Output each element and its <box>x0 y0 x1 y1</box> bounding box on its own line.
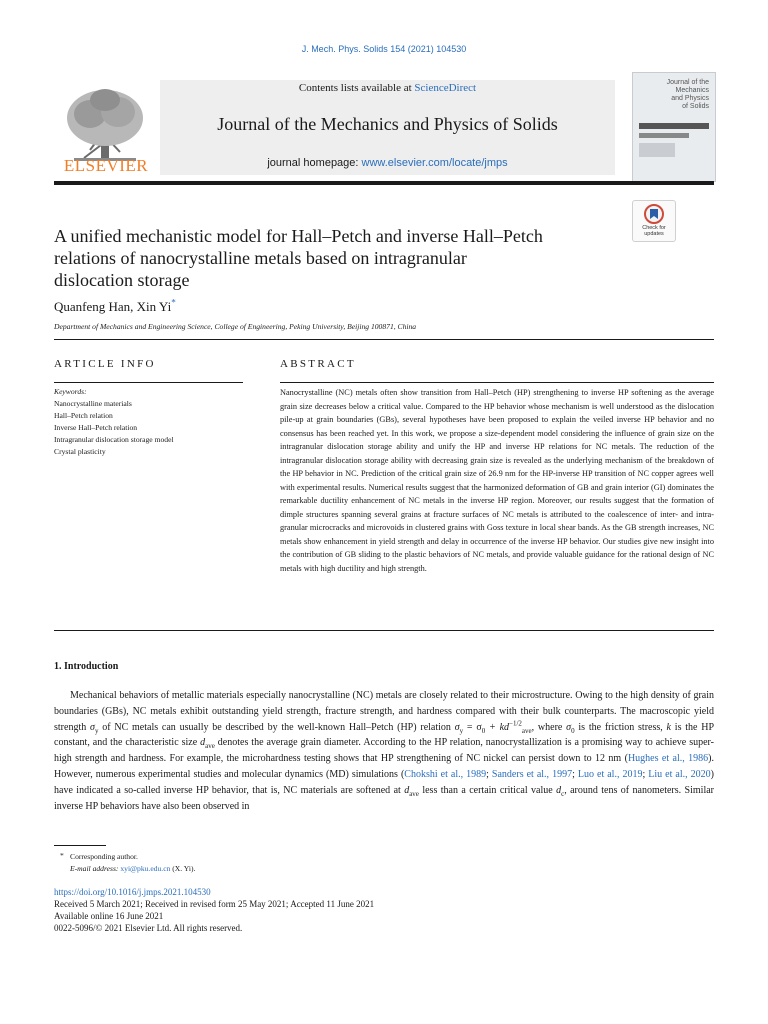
keyword-item: Intragranular dislocation storage model <box>54 435 174 444</box>
abstract-heading: ABSTRACT <box>280 358 356 370</box>
keyword-item: Hall–Petch relation <box>54 411 113 420</box>
math-subscript: y <box>94 726 99 735</box>
article-title-line: A unified mechanistic model for Hall–Petch and inverse Hall–Petch <box>54 226 543 246</box>
homepage-link[interactable]: www.elsevier.com/locate/jmps <box>361 157 508 169</box>
keyword-item: Nanocrystalline materials <box>54 399 132 408</box>
text-run: ). However, numerous experimental studies and molecular dynamics (MD) simulations ( <box>54 753 714 780</box>
email-suffix: (X. Yi). <box>170 864 196 873</box>
bookmark-icon <box>644 204 664 224</box>
intro-paragraph <box>54 688 714 814</box>
journal-reference[interactable]: J. Mech. Phys. Solids 154 (2021) 104530 <box>301 44 467 54</box>
cover-title-line: Mechanics <box>675 87 709 94</box>
header-rule <box>54 181 714 185</box>
text-run: , around tens of nanometers. Similar inverse HP behaviors have also been observed in <box>54 784 714 812</box>
journal-title: Journal of the Mechanics and Physics of Solids <box>217 114 558 134</box>
article-info-heading: ARTICLE INFO <box>54 358 156 370</box>
text-run: ) have indicated a so-called inverse HP behavior, that is, NC materials are softened at <box>54 768 715 796</box>
article-title-line: relations of nanocrystalline metals based on intragranular <box>54 248 467 268</box>
divider <box>54 339 714 340</box>
email-label: E-mail address: <box>70 864 121 873</box>
elsevier-logo <box>54 80 158 180</box>
text-run: less than a certain critical value <box>418 784 557 796</box>
citation-link[interactable]: Luo et al., 2019 <box>577 768 643 780</box>
math-symbol: d <box>200 737 206 749</box>
text-run: Mechanical behaviors of metallic materials especially nanocrystalline (NC) metals are closely related to their microstructure. Owing to the high density of grain boundaries (GBs), NC metals exhibit outstanding yield strength, fracture strength, and hardness compared with their bulk counterparts. The macroscopic yield strength <box>54 690 714 733</box>
math-subscript: ave <box>409 789 419 798</box>
check-updates-label <box>633 225 675 237</box>
check-for-updates-button[interactable] <box>632 200 676 242</box>
math-subscript: c <box>561 789 565 798</box>
divider <box>280 382 714 383</box>
publisher-name: ELSEVIER <box>63 156 149 175</box>
cover-title <box>667 79 709 111</box>
contents-line <box>160 82 615 94</box>
available-online: Available online 16 June 2021 <box>54 911 164 921</box>
text-run: , where <box>531 721 567 733</box>
authors <box>54 299 176 315</box>
homepage-line <box>160 157 615 169</box>
math-symbol: d <box>556 784 562 796</box>
keywords-label: Keywords: <box>54 387 87 396</box>
check-updates-line: updates <box>644 231 664 237</box>
math-run: = σ <box>463 721 482 733</box>
math-subscript: 0 <box>571 726 575 735</box>
keyword-item: Inverse Hall–Petch relation <box>54 423 138 432</box>
cover-title-line: Journal of the <box>666 79 709 86</box>
citation-link[interactable]: Hughes et al., 1986 <box>627 753 709 765</box>
cover-graphic-block <box>639 143 675 157</box>
cover-graphic-bar <box>639 123 709 129</box>
math-superscript: −1/2 <box>509 719 522 728</box>
text-run: of NC metals can usually be described by the well-known Hall–Petch (HP) relation <box>98 721 455 733</box>
doi-link[interactable]: https://doi.org/10.1016/j.jmps.2021.104530 <box>54 887 211 897</box>
affiliation: Department of Mechanics and Engineering Science, College of Engineering, Peking University, Beijing 100871, China <box>54 322 417 331</box>
text-run: ; <box>572 768 578 780</box>
citation-link[interactable]: Liu et al., 2020 <box>648 768 711 780</box>
sciencedirect-link[interactable]: ScienceDirect <box>414 82 477 94</box>
author-names: Quanfeng Han, Xin Yi <box>54 299 172 314</box>
section-heading-introduction: 1. Introduction <box>54 661 119 672</box>
cover-title-line: of Solids <box>682 103 709 110</box>
math-subscript: ave <box>205 742 215 751</box>
email-link[interactable]: xyi@pku.edu.cn <box>120 864 171 873</box>
cover-graphic-bar <box>639 133 689 138</box>
math-symbol: σ <box>566 721 572 733</box>
math-symbol: σ <box>454 721 460 733</box>
text-run: denotes the average grain diameter. According to the HP relation, nanocrystallization is a promising way to achieve super-high strength and hardness. For example, the microhardness testing shows that HP strengthening of NC nickel can persist down to 12 nm ( <box>54 737 714 765</box>
check-updates-line: Check for <box>642 225 666 231</box>
corresponding-author-mark[interactable]: * <box>171 297 176 308</box>
article-title <box>54 225 634 291</box>
keyword-item: Crystal plasticity <box>54 447 106 456</box>
math-subscript: 0 <box>481 726 486 735</box>
journal-cover-thumbnail[interactable] <box>632 72 716 182</box>
divider <box>54 382 243 383</box>
homepage-prefix: journal homepage: <box>267 157 362 169</box>
math-subscript: ave <box>521 726 532 735</box>
received-dates: Received 5 March 2021; Received in revised form 25 May 2021; Accepted 11 June 2021 <box>54 899 375 909</box>
math-symbol: k <box>666 721 671 733</box>
citation-link[interactable]: Sanders et al., 1997 <box>491 768 573 780</box>
cover-title-line: and Physics <box>671 95 709 102</box>
footnote <box>60 851 196 875</box>
math-subscript: y <box>459 726 464 735</box>
text-run: ; <box>486 768 492 780</box>
text-run: is the friction stress, <box>574 721 667 733</box>
math-run: + kd <box>485 721 510 733</box>
contents-prefix: Contents lists available at <box>298 82 415 94</box>
footnote-rule <box>54 845 106 846</box>
citation-link[interactable]: Chokshi et al., 1989 <box>404 768 487 780</box>
footnote-mark: * <box>60 851 64 860</box>
math-symbol: σ <box>90 721 95 733</box>
footnote-label: Corresponding author. <box>70 852 138 861</box>
abstract-text: Nanocrystalline (NC) metals often show transition from Hall–Petch (HP) strengthening to inverse HP softening as the average grain size decreases below a critical value. Compared to the HP behavior whose mechanism is well understood as the dislocation pile-up at grain boundaries (GBs), several hypotheses have been proposed to explain the veiled inverse HP behavior and no consensus has been reached yet. In this work, we propose a size-dependent model considering the influence of grain size on the intragranular dislocation storage ability and unify the HP and inverse HP relations for NC metals. The reduction of the intragranular dislocation storage ability with decreasing grain size is revealed as the underlying mechanism of the breakdown of the HP behavior in NC. Prediction of the critical grain size of 26.9 nm for the HP-inverse HP transition of NC copper agrees well with experimental results. Numerical results suggest that the harmonized deformation of GB and grain interior (GI) dominates the remarkable ductility enhancement of NC metals in the inverse HP region. Moreover, our results suggest that the formation of dimple structures spanning several grains at fracture surfaces of NC metals is attributed to the coalescence of inter- and intra-granular microcracks and microvoids in clustered grains with Goss texture in local shear bands. As the GB strength increases, NC metals show enhancement in yield strength and delay in occurrence of the inverse HP behavior. Our studies give new insight into the contribution of GB sliding to the plastic behaviors of NC metals, and provide valuable guidance for the rational design of NC metals with high ductility and high strength. <box>280 388 714 573</box>
text-run: ; <box>642 768 649 780</box>
keywords-list <box>54 386 243 458</box>
copyright: 0022-5096/© 2021 Elsevier Ltd. All rights reserved. <box>54 923 243 933</box>
text-run: is the HP constant, and the characteristic size <box>54 721 715 749</box>
divider <box>54 630 714 631</box>
math-symbol: d <box>404 784 410 796</box>
article-title-line: dislocation storage <box>54 270 190 290</box>
article-metadata <box>54 886 374 934</box>
footnote-email-line <box>66 863 195 875</box>
